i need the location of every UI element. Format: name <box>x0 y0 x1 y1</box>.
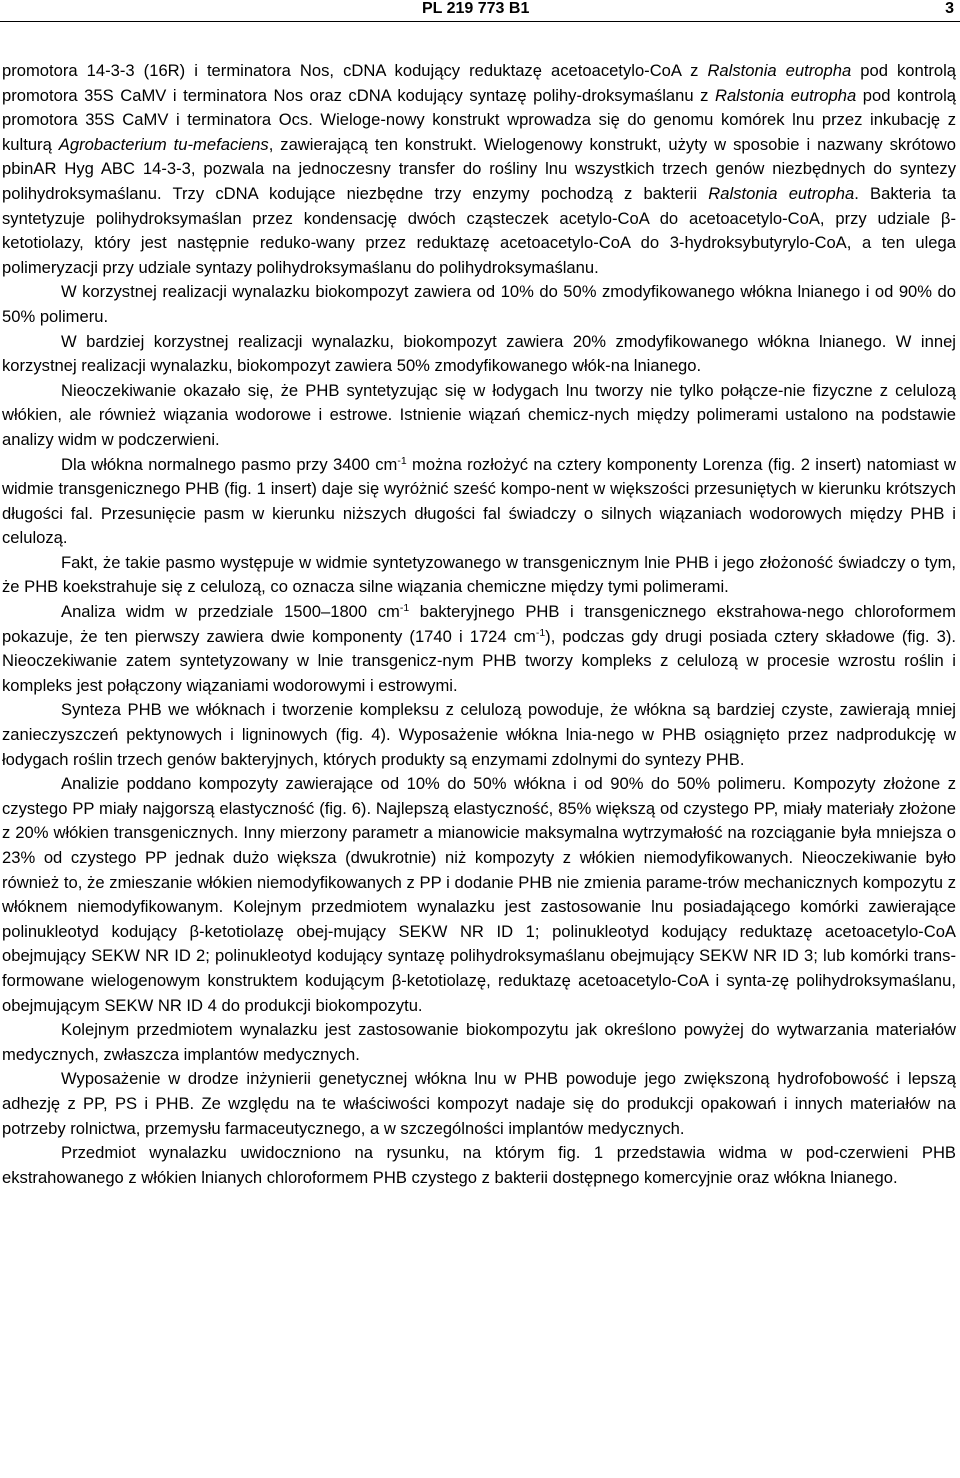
paragraph-6: Fakt, że takie pasmo występuje w widmie syntetyzowanego w transgenicznym lnie PHB i jego złożoność świadczy o tym, że PHB koekstrahuje się z celulozą, co oznacza silne wiązania chemiczne między tymi polimerami. <box>2 552 956 597</box>
paragraph-5: Dla włókna normalnego pasmo przy 3400 $cm^{-1}$ można rozłożyć na cztery komponenty Lorenza (fig. 2 insert) natomiast w widmie transgenicznego PHB (fig. 1 insert) daje się wyróżnić sześć kompo-nent w większości przesuniętych w kierunku krótszych długości fal. Przesunięcie pasm w kierunku niższych długości fal świadczy o silnych wiązaniach wodorowych między PHB i celulozą. <box>2 454 956 548</box>
patent-number: PL 219 773 B1 <box>422 0 530 17</box>
header-rule <box>0 21 960 22</box>
superscript: -1 <box>397 454 407 467</box>
paragraph-11: Wyposażenie w drodze inżynierii genetycznej włókna lnu w PHB powoduje jego zwiększoną hydrofobowość i lepszą adhezję z PP, PS i PHB. Ze względu na te właściwości kompozyt nadaje się do produkcji opakowań i innych materiałów na potrzeby rolnictwa, przemysłu farmaceutycznego, a w szczególności implantów medycznych. <box>2 1069 956 1138</box>
paragraph-10: Kolejnym przedmiotem wynalazku jest zastosowanie biokompozytu jak określono powyżej do wytwarzania materiałów medycznych, zwłaszcza implantów medycznych. <box>2 1020 956 1064</box>
page-number: 3 <box>945 0 954 17</box>
species-name: Ralstonia eutropha <box>707 61 852 80</box>
paragraph-9: Analizie poddano kompozyty zawierające od 10% do 50% włókna i od 90% do 50% polimeru. Kompozyty złożone z czystego PP miały najgorszą elastyczność (fig. 6). Najlepszą elastyczność, 85% większą od czystego PP, miały materiały złożone z 20% włókien transgenicznych. Inny mierzony parametr a mianowicie maksymalna wytrzymałość na rozciąganie była mniejsza o 23% od czystego PP jednak dużo większa (dwukrotnie) niż kompozyty z włókien niemodyfikowanych. Nieoczekiwanie było również to, że zmieszanie włókien niemodyfikowanych z PP i dodanie PHB nie zmienia parame-trów mechanicznych kompozytu z włóknem niemodyfikowanym. Kolejnym przedmiotem wynalazku jest zastosowanie lnu posiadającego komórki zawierające polinukleotyd kodujący β-ketotiolazę obej-mujący SEKW NR ID 1; polinukleotyd kodujący reduktazę acetoacetylo-CoA obejmujący SEKW NR ID 2; polinukleotyd kodujący syntazę polihydroksymaślanu obejmujący SEKW NR ID 3; lub komórki trans-formowane wielogenowym konstruktem kodującym β-ketotiolazę, reduktazę acetoacetylo-CoA i synta-zę polihydroksymaślanu, obejmującym SEKW NR ID 4 do produkcji biokompozytu. <box>2 774 956 1015</box>
document-body <box>2 59 956 1190</box>
paragraph-4: Nieoczekiwanie okazało się, że PHB syntetyzując się w łodygach lnu tworzy nie tylko połącze-nie fizyczne z celulozą włókien, ale również wiązania wodorowe i estrowe. Istnienie wiązań chemicz-nych między polimerami ustalono na podstawie analizy widm w podczerwieni. <box>2 380 956 449</box>
superscript: -1 <box>399 602 410 615</box>
paragraph-1: promotora 14-3-3 (16R) i terminatora Nos, cDNA kodujący reduktazę acetoacetylo-CoA z Ralstonia eutropha pod kontrolą promotora 35S CaMV i terminatora Nos oraz cDNA kodujący syntazę polihy-droksymaślanu z Ralstonia eutropha pod kontrolą promotora 35S CaMV i terminatora Ocs. Wieloge-nowy konstrukt wprowadza się do genomu komórek lnu przez inkubację z kulturą Agrobacterium tu-mefaciens, zawierającą ten konstrukt. Wielogenowy konstrukt, użyty w sposobie i nazwany skrótowo pbinAR Hyg ABC 14-3-3, pozwala na jednoczesny transfer do rośliny lnu wszystkich trzech genów niezbędnych do syntezy polihydroksymaślanu. Trzy cDNA kodujące niezbędne trzy enzymy pochodzą z bakterii Ralstonia eutropha. Bakteria ta syntetyzuje polihydroksymaślan przez kondensację dwóch cząsteczek acetylo-CoA do acetoacetylo-CoA, przy udziale β-ketotiolazy, który jest następnie reduko-wany przez reduktazę acetoacetylo-CoA do 3-hydroksybutyrylo-CoA, a ten ulega polimeryzacji przy udziale syntazy polihydroksymaślanu do polihydroksymaślanu. <box>2 61 957 277</box>
paragraph-7: Analiza widm w przedziale 1500–1800 $cm^{-1}$ bakteryjnego PHB i transgenicznego ekstrahowa-nego chloroformem pokazuje, że ten pierwszy zawiera dwie komponenty (1740 i 1724 $cm^{-1}$), podczas gdy drugi posiada cztery składowe (fig. 3). Nieoczekiwanie zatem syntetyzowany w lnie transgenicz-nym PHB tworzy kompleks z celulozą w procesie wzrostu roślin i kompleks jest połączony wiązaniami wodorowymi i estrowymi. <box>2 602 956 695</box>
species-name: Ralstonia eutropha <box>714 85 857 105</box>
species-name: Agrobacterium tu-mefaciens <box>58 134 269 154</box>
page-header <box>0 0 960 22</box>
species-name: Ralstonia eutropha <box>708 183 855 203</box>
paragraph-8: Synteza PHB we włóknach i tworzenie kompleksu z celulozą powoduje, że włókna są bardziej czyste, zawierają mniej zanieczyszczeń pektynowych i ligninowych (fig. 4). Wyposażenie włókna lnia-nego w PHB osiągnięto przez nadprodukcję w łodygach roślin trzech genów bakteryjnych, których produkty są enzymami zdolnymi do syntezy PHB. <box>2 700 956 769</box>
paragraph-2: W korzystnej realizacji wynalazku biokompozyt zawiera od 10% do 50% zmodyfikowanego włókna lnianego i od 90% do 50% polimeru. <box>2 282 956 326</box>
paragraph-12: Przedmiot wynalazku uwidoczniono na rysunku, na którym fig. 1 przedstawia widma w pod-czerwieni PHB ekstrahowanego z włókien lnianych chloroformem PHB czystego z bakterii dostępnego komercyjnie oraz włókna lnianego. <box>2 1143 956 1187</box>
superscript: -1 <box>535 626 546 639</box>
paragraph-3: W bardziej korzystnej realizacji wynalazku, biokompozyt zawiera 20% zmodyfikowanego włókna lnianego. W innej korzystnej realizacji wynalazku, biokompozyt zawiera 50% zmodyfikowanego włók-na lnianego. <box>2 331 956 376</box>
